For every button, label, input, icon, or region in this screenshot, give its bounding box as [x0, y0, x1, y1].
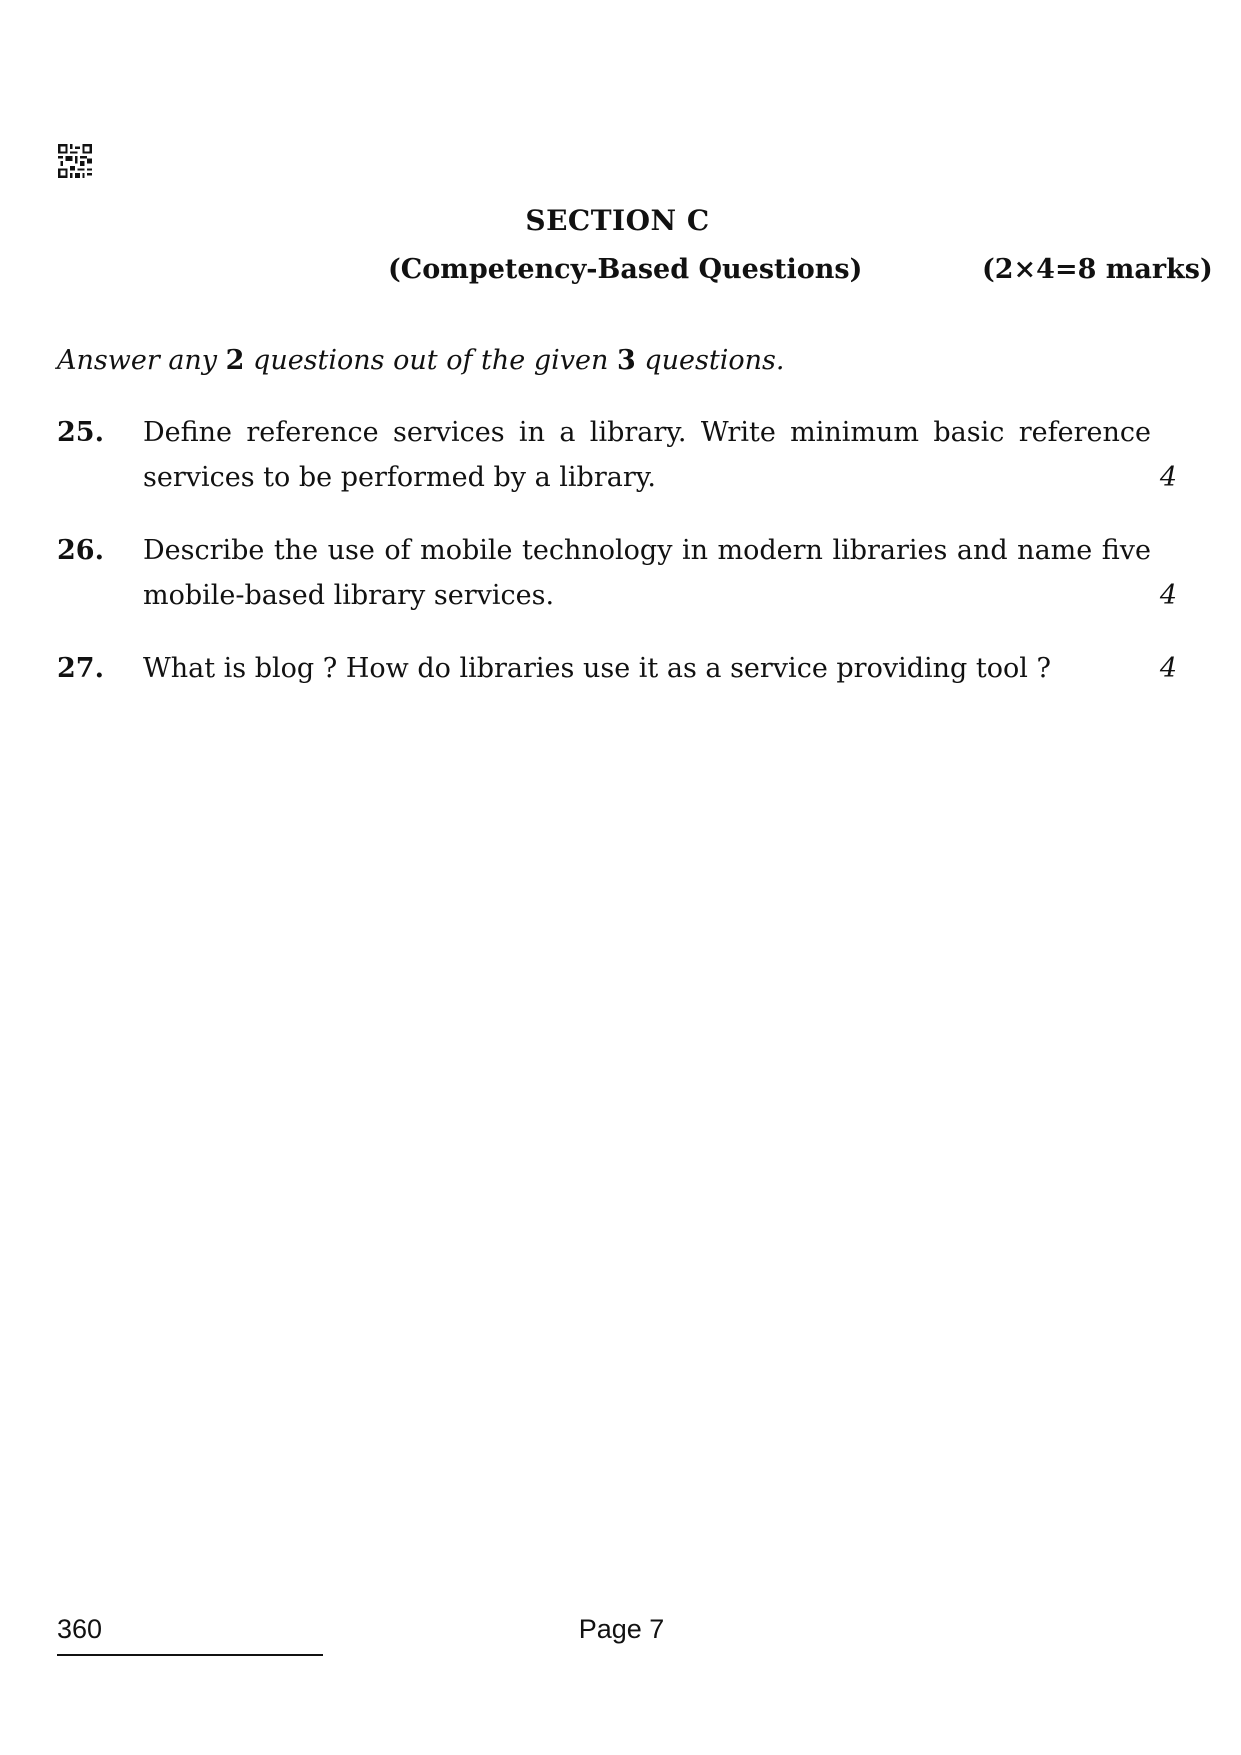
question-number: 26. — [57, 535, 104, 566]
paper-code: 360 — [57, 1614, 103, 1644]
question-25 — [57, 410, 1177, 500]
section-title: SECTION C — [525, 204, 710, 237]
question-number: 25. — [57, 417, 104, 448]
question-26 — [57, 528, 1177, 618]
instruction-middle: questions out of the given — [244, 345, 617, 376]
instruction-count-answer: 2 — [225, 345, 245, 376]
instruction-suffix: questions. — [635, 345, 785, 376]
question-marks: 4 — [1159, 462, 1177, 493]
section-marks: (2×4=8 marks) — [982, 254, 1213, 285]
footer-divider — [57, 1654, 323, 1656]
question-27 — [57, 646, 1177, 691]
instruction-text — [57, 345, 784, 376]
question-text: What is blog ? How do libraries use it as a service providing tool ? — [143, 653, 1051, 684]
page-number: Page 7 — [578, 1614, 665, 1644]
question-number: 27. — [57, 653, 104, 684]
instruction-count-total: 3 — [616, 345, 636, 376]
question-marks: 4 — [1159, 580, 1177, 611]
question-text: Define reference services in a library. Write minimum basic reference services to be performed by a library. — [143, 417, 1151, 493]
qr-code-icon — [58, 144, 92, 178]
question-text: Describe the use of mobile technology in modern libraries and name five mobile-based library services. — [143, 535, 1151, 611]
question-marks: 4 — [1159, 653, 1177, 684]
section-subtitle: (Competency-Based Questions) — [388, 254, 863, 285]
instruction-prefix: Answer any — [57, 345, 226, 376]
